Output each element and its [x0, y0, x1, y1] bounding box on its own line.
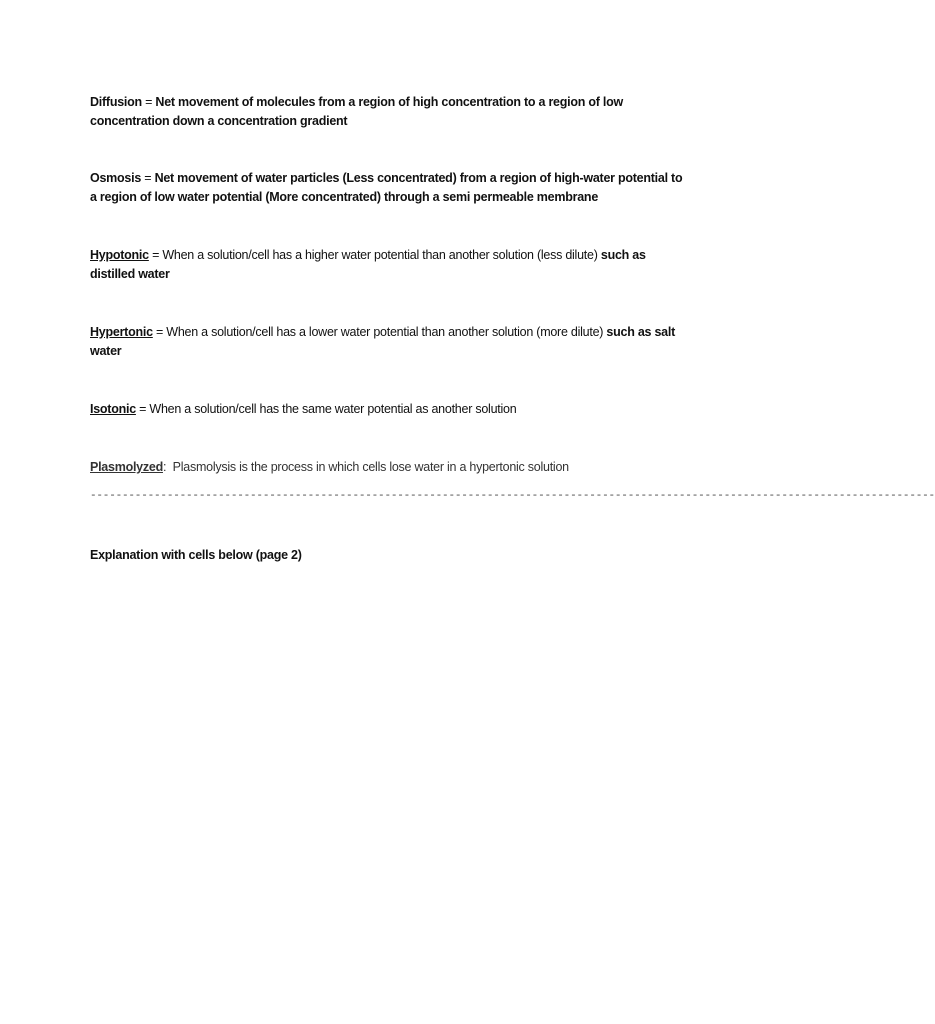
- term-plasmolyzed: Plasmolyzed: [90, 460, 163, 474]
- text-hypertonic-b: such as salt water: [90, 325, 675, 358]
- text-diffusion: Net movement of molecules from a region of high concentration to a region of low concentration down a concentration gradient: [90, 95, 623, 128]
- text-osmosis: Net movement of water particles (Less concentrated) from a region of high-water potential to a region of low water potential (More concentrated) through a semi permeable membrane: [90, 171, 683, 204]
- term-osmosis: Osmosis: [90, 171, 142, 185]
- term-hypotonic: Hypotonic: [90, 248, 149, 262]
- separator-hypertonic: =: [152, 325, 167, 339]
- text-hypertonic-a: When a solution/cell has a lower water potential than another solution (more dilute): [166, 325, 604, 339]
- text-plasmolyzed: Plasmolysis is the process in which cells lose water in a hypertonic solution: [172, 460, 569, 474]
- text-hypotonic-a: When a solution/cell has a higher water potential than another solution (less dilute): [162, 248, 598, 262]
- term-diffusion: Diffusion: [90, 95, 142, 109]
- definition-hypertonic: [90, 323, 690, 361]
- text-hypotonic-b: such as distilled water: [90, 248, 646, 281]
- separator-plasmolyzed: :: [162, 460, 173, 474]
- separator-isotonic: =: [135, 402, 150, 416]
- separator-diffusion: =: [141, 95, 156, 109]
- term-isotonic: Isotonic: [90, 402, 136, 416]
- definition-hypotonic: [90, 246, 690, 284]
- dashed-divider: ------------------------------------------------------------------------------------------------------------------------------------: [90, 490, 935, 502]
- text-isotonic: When a solution/cell has the same water potential as another solution: [149, 402, 517, 416]
- term-hypertonic: Hypertonic: [90, 325, 153, 339]
- definition-isotonic: [90, 400, 690, 419]
- explanation-note: Explanation with cells below (page 2): [90, 548, 302, 562]
- definition-osmosis: [90, 169, 690, 207]
- definition-plasmolyzed: [90, 458, 690, 477]
- separator-osmosis: =: [141, 171, 155, 185]
- definition-diffusion: [90, 93, 690, 131]
- separator-hypotonic: =: [148, 248, 163, 262]
